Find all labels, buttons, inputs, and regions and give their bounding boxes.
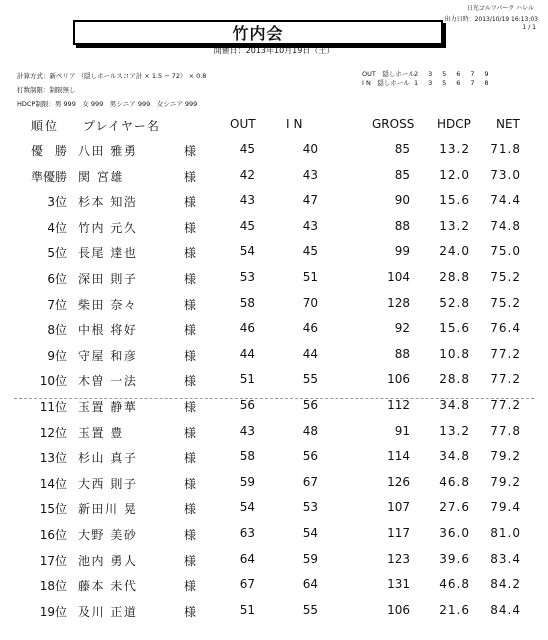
col-gross: GROSS [372,117,415,131]
out-score: 43 [239,423,255,438]
net-score: 75.0 [490,244,521,259]
net-score: 73.0 [490,167,521,182]
out-score: 67 [239,577,255,592]
hdcp-value: 21.6 [439,602,470,617]
out-score: 58 [239,295,255,310]
gross-score: 90 [394,193,410,208]
hole-number: 5 [442,79,447,87]
rank-cell: 19位 [39,604,67,619]
player-name: 新田川 晃 [78,502,138,517]
player-name: 玉置 静華 [78,400,138,414]
player-name: 大野 美砂 [78,528,138,542]
net-score: 71.8 [490,142,521,156]
honorific: 様 [184,272,197,286]
gross-score: 123 [387,551,410,566]
net-score: 84.4 [490,602,521,617]
net-score: 77.2 [490,398,521,412]
rank-cell: 7位 [47,297,67,312]
gross-score: 106 [387,372,410,387]
out-score: 44 [239,346,255,361]
table-row [0,552,548,577]
out-score: 64 [239,551,255,566]
gross-score: 112 [387,398,410,412]
out-score: 54 [239,244,255,259]
rank-cell: 5位 [47,246,67,261]
honorific: 様 [184,476,197,491]
in-score: 54 [302,526,318,540]
page-number: 1 / 1 [522,24,536,31]
honorific: 様 [184,220,197,235]
gross-score: 126 [387,474,410,489]
hdcp-value: 13.2 [439,423,470,438]
net-score: 79.4 [490,500,521,515]
hole-number: 8 [484,79,489,87]
player-name: 木曽 一法 [78,374,138,389]
gross-score: 99 [394,244,410,259]
hdcp-value: 15.6 [439,321,470,336]
player-name: 関 宮雄 [78,169,124,184]
honorific: 様 [184,400,197,414]
table-row [0,321,548,346]
honorific: 様 [184,169,197,184]
player-name: 深田 則子 [78,272,138,286]
hole-number: 7 [470,70,475,78]
table-row [0,398,548,423]
hdcp-value: 46.8 [439,577,470,592]
gross-score: 128 [387,295,410,310]
in-score: 67 [302,474,318,489]
col-name: プレイヤー名 [83,119,160,133]
net-score: 83.4 [490,551,521,566]
rank-cell: 15位 [39,502,67,517]
hdcp-value: 34.8 [439,398,470,412]
in-score: 48 [302,423,318,438]
rank-cell: 3位 [47,195,67,210]
hdcp-value: 39.6 [439,551,470,566]
table-row [0,347,548,372]
out-hidden-list [410,70,492,78]
col-out: OUT [230,117,256,131]
hole-number: 7 [470,79,475,87]
hdcp-value: 27.6 [439,500,470,515]
title-box [73,20,443,45]
honorific: 様 [184,297,197,312]
hole-number: 5 [442,70,447,78]
hdcp-value: 12.0 [439,167,470,182]
net-score: 74.8 [490,218,521,233]
hole-number: 6 [456,70,461,78]
table-row [0,372,548,397]
out-score: 51 [239,372,255,387]
in-score: 45 [302,244,318,259]
net-score: 77.2 [490,346,521,361]
honorific: 様 [184,579,197,594]
hole-number: 6 [456,79,461,87]
table-row [0,244,548,269]
honorific: 様 [184,374,197,389]
rank-cell: 10位 [39,374,67,389]
rank-cell: 9位 [47,348,67,363]
in-score: 56 [302,449,318,464]
table-row [0,449,548,474]
rank-cell: 8位 [47,323,67,338]
net-score: 77.2 [490,372,521,387]
col-hdcp: HDCP [437,117,471,131]
in-score: 44 [302,346,318,361]
gross-score: 88 [394,218,410,233]
out-score: 45 [239,218,255,233]
in-score: 40 [302,142,318,156]
player-name: 守屋 和彦 [78,348,138,363]
table-row [0,270,548,295]
hole-number: 9 [484,70,489,78]
gross-score: 85 [394,167,410,182]
gross-score: 85 [394,142,410,156]
hdcp-value: 13.2 [439,142,470,156]
col-net: NET [496,117,520,131]
rank-cell: 準優勝 [30,169,67,184]
honorific: 様 [184,553,197,568]
honorific: 様 [184,528,197,542]
in-score: 64 [302,577,318,592]
out-score: 43 [239,193,255,208]
honorific: 様 [184,502,197,517]
hdcp-value: 10.8 [439,346,470,361]
col-in: IN [286,117,307,131]
event-date: 開催日：2013年10月19日（土） [213,46,335,55]
net-score: 79.2 [490,474,521,489]
gross-score: 88 [394,346,410,361]
out-score: 54 [239,500,255,515]
net-score: 75.2 [490,270,521,284]
player-name: 杉山 真子 [78,451,138,466]
in-score: 56 [302,398,318,412]
honorific: 様 [184,348,197,363]
divider [14,398,534,399]
in-hidden-label: I N 隠しホール [362,79,410,87]
net-score: 75.2 [490,295,521,310]
out-score: 63 [239,526,255,540]
in-hidden-holes [362,78,492,87]
hdcp-value: 28.8 [439,372,470,387]
hdcp-value: 28.8 [439,270,470,284]
player-name: 八田 雅勇 [78,144,138,158]
hdcp-limit: HDCP制限：男 999 女 999 男シニア 999 女シニア 999 [17,100,198,108]
net-score: 79.2 [490,449,521,464]
out-score: 45 [239,142,255,156]
out-hidden-label: OUT 隠しホール [362,70,415,78]
net-score: 76.4 [490,321,521,336]
player-name: 杉本 知浩 [78,195,138,210]
gross-score: 131 [387,577,410,592]
rank-cell: 11位 [39,400,67,414]
honorific: 様 [184,246,197,261]
in-score: 70 [302,295,318,310]
table-header [0,117,548,142]
table-row [0,219,548,244]
player-name: 藤本 未代 [78,579,138,594]
gross-score: 92 [394,321,410,336]
table-row [0,142,548,167]
player-name: 及川 正道 [78,604,138,619]
gross-score: 91 [394,423,410,438]
in-score: 43 [302,218,318,233]
player-name: 大西 則子 [78,476,138,491]
gross-score: 114 [387,449,410,464]
table-row [0,424,548,449]
hole-number: 1 [414,79,419,87]
honorific: 様 [184,195,197,210]
net-score: 74.4 [490,193,521,208]
col-rank: 順位 [31,119,60,133]
in-score: 55 [302,372,318,387]
gross-score: 106 [387,602,410,617]
table-row [0,526,548,551]
hdcp-value: 13.2 [439,218,470,233]
player-name: 柴田 奈々 [78,297,138,312]
in-score: 51 [302,270,318,284]
rank-cell: 優 勝 [30,144,67,158]
out-score: 59 [239,474,255,489]
player-name: 玉置 豊 [78,425,124,440]
print-timestamp: 出力日時：2013/10/19 16:13:03 [444,16,538,23]
rank-cell: 4位 [47,220,67,235]
honorific: 様 [184,604,197,619]
honorific: 様 [184,144,197,158]
table-row [0,603,548,628]
in-hidden-list [410,79,492,87]
hdcp-value: 15.6 [439,193,470,208]
club-name: 日光ゴルフパーク ハレル [466,5,534,12]
honorific: 様 [184,323,197,338]
out-score: 42 [239,167,255,182]
in-score: 43 [302,167,318,182]
hdcp-value: 36.0 [439,526,470,540]
rank-cell: 17位 [39,553,67,568]
in-score: 55 [302,602,318,617]
player-name: 竹内 元久 [78,220,138,235]
table-row [0,296,548,321]
hdcp-value: 34.8 [439,449,470,464]
rank-cell: 12位 [39,425,67,440]
player-name: 長尾 達也 [78,246,138,261]
net-score: 81.0 [490,526,521,540]
table-row [0,500,548,525]
honorific: 様 [184,425,197,440]
in-score: 53 [302,500,318,515]
hdcp-value: 52.8 [439,295,470,310]
out-score: 51 [239,602,255,617]
rank-cell: 6位 [47,272,67,286]
rank-cell: 16位 [39,528,67,542]
table-row [0,475,548,500]
table-row [0,193,548,218]
rank-cell: 13位 [39,451,67,466]
net-score: 84.2 [490,577,521,592]
gross-score: 104 [387,270,410,284]
table-row [0,577,548,602]
hole-number: 3 [428,70,433,78]
in-score: 47 [302,193,318,208]
hdcp-value: 24.0 [439,244,470,259]
net-score: 77.8 [490,423,521,438]
hole-number: 3 [428,79,433,87]
table-row [0,168,548,193]
in-score: 46 [302,321,318,336]
stroke-limit: 打数制限：制限無し [17,86,76,94]
hdcp-value: 46.8 [439,474,470,489]
page-title: 竹内会 [232,24,284,43]
player-name: 池内 勇人 [78,553,138,568]
player-name: 中根 将好 [78,323,138,338]
gross-score: 107 [387,500,410,515]
out-score: 53 [239,270,255,284]
gross-score: 117 [387,526,410,540]
out-score: 56 [239,398,255,412]
honorific: 様 [184,451,197,466]
hole-number: 2 [414,70,419,78]
out-score: 46 [239,321,255,336]
rank-cell: 18位 [39,579,67,594]
in-score: 59 [302,551,318,566]
out-hidden-holes [362,69,492,78]
calc-method: 計算方式：新ペリア （隠しホールスコア計 × 1.5 − 72） × 0.8 [17,72,207,80]
out-score: 58 [239,449,255,464]
rank-cell: 14位 [39,476,67,491]
